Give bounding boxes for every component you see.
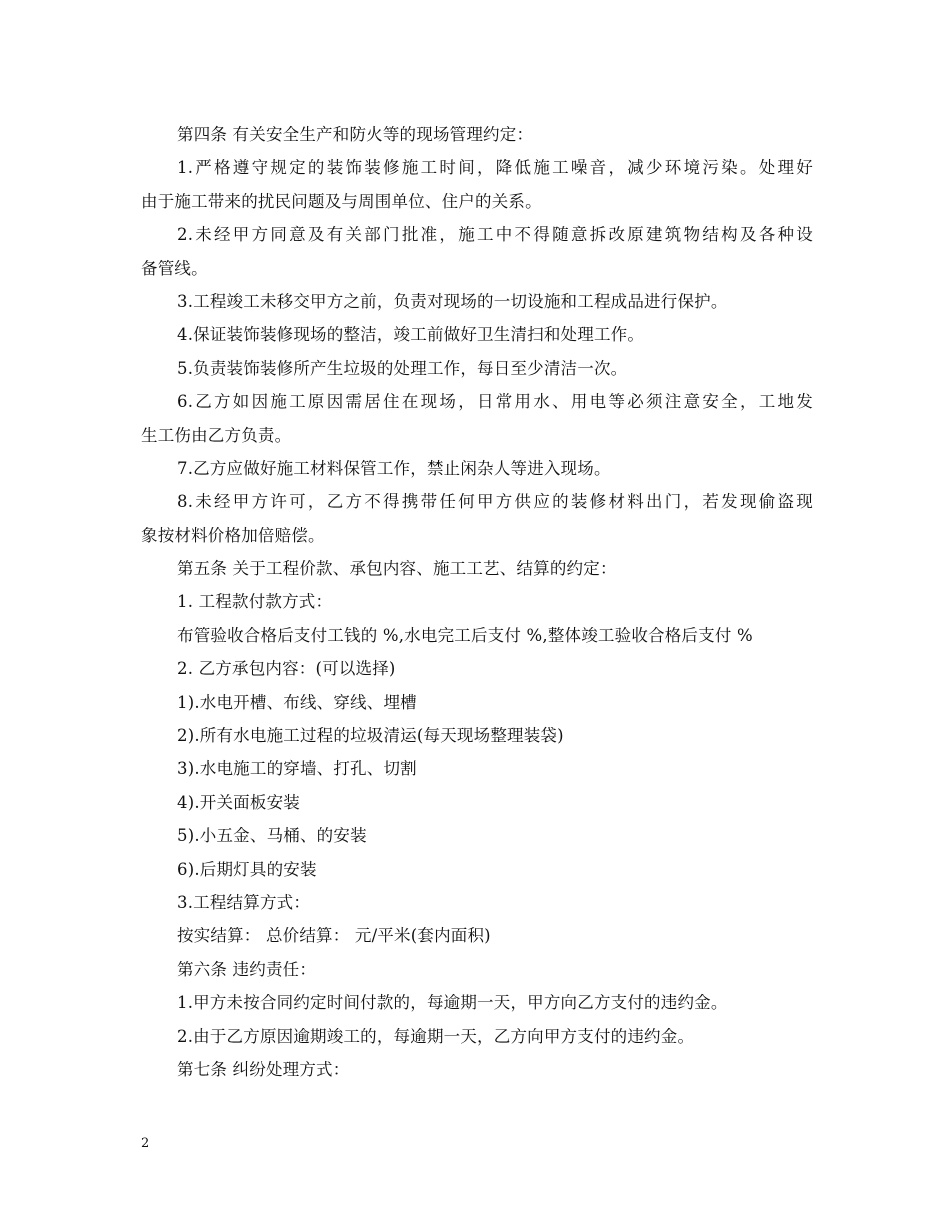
paragraph-line: 生工伤由乙方负责。 [141,425,292,445]
paragraph-line: 4.保证装饰装修现场的整洁，竣工前做好卫生清扫和处理工作。 [177,325,645,345]
paragraph-line: 8.未经甲方许可，乙方不得携带任何甲方供应的装修材料出门，若发现偷盗现 [177,492,813,512]
section-heading-article-6: 第六条 违约责任： [177,959,317,979]
list-item: 1).水电开槽、布线、穿线、埋槽 [177,692,417,712]
paragraph-line: 3.工程竣工未移交甲方之前，负责对现场的一切设施和工程成品进行保护。 [177,291,728,311]
list-item: 2).所有水电施工过程的垃圾清运(每天现场整理装袋) [177,726,564,746]
paragraph-line: 象按材料价格加倍赔偿。 [141,525,325,545]
paragraph-line: 布管验收合格后支付工钱的 %,水电完工后支付 %,整体竣工验收合格后支付 % [177,625,753,645]
paragraph-line: 2.未经甲方同意及有关部门批准，施工中不得随意拆改原建筑物结构及各种设 [177,225,813,245]
paragraph-line: 3.工程结算方式： [177,892,311,912]
list-item: 4).开关面板安装 [177,792,300,812]
paragraph-line: 2. 乙方承包内容：(可以选择) [177,659,396,679]
paragraph-line: 1.严格遵守规定的装饰装修施工时间，降低施工噪音，减少环境污染。处理好 [177,158,813,178]
document-body [141,118,813,1086]
paragraph-line: 5.负责装饰装修所产生垃圾的处理工作，每日至少清洁一次。 [177,358,628,378]
paragraph-line: 备管线。 [141,258,208,278]
paragraph-line: 7.乙方应做好施工材料保管工作，禁止闲杂人等进入现场。 [177,458,611,478]
paragraph-line: 1. 工程款付款方式： [177,592,333,612]
section-heading-article-5: 第五条 关于工程价款、承包内容、施工工艺、结算的约定： [177,559,617,579]
section-heading-article-4: 第四条 有关安全生产和防火等的现场管理约定： [177,125,534,144]
section-heading-article-7: 第七条 纠纷处理方式： [177,1059,350,1079]
list-item: 6).后期灯具的安装 [177,859,317,879]
page-number: 2 [141,1136,150,1151]
paragraph-line: 由于施工带来的扰民问题及与周围单位、住户的关系。 [141,191,542,211]
list-item: 3).水电施工的穿墙、打孔、切割 [177,759,417,779]
paragraph-line: 按实结算： 总价结算： 元/平米(套内面积) [177,926,491,946]
paragraph-line: 1.甲方未按合同约定时间付款的，每逾期一天，甲方向乙方支付的违约金。 [177,993,728,1013]
list-item: 5).小五金、马桶、的安装 [177,826,367,846]
paragraph-line: 6.乙方如因施工原因需居住在现场，日常用水、用电等必须注意安全，工地发 [177,392,813,412]
paragraph-line: 2.由于乙方原因逾期竣工的，每逾期一天，乙方向甲方支付的违约金。 [177,1026,695,1046]
